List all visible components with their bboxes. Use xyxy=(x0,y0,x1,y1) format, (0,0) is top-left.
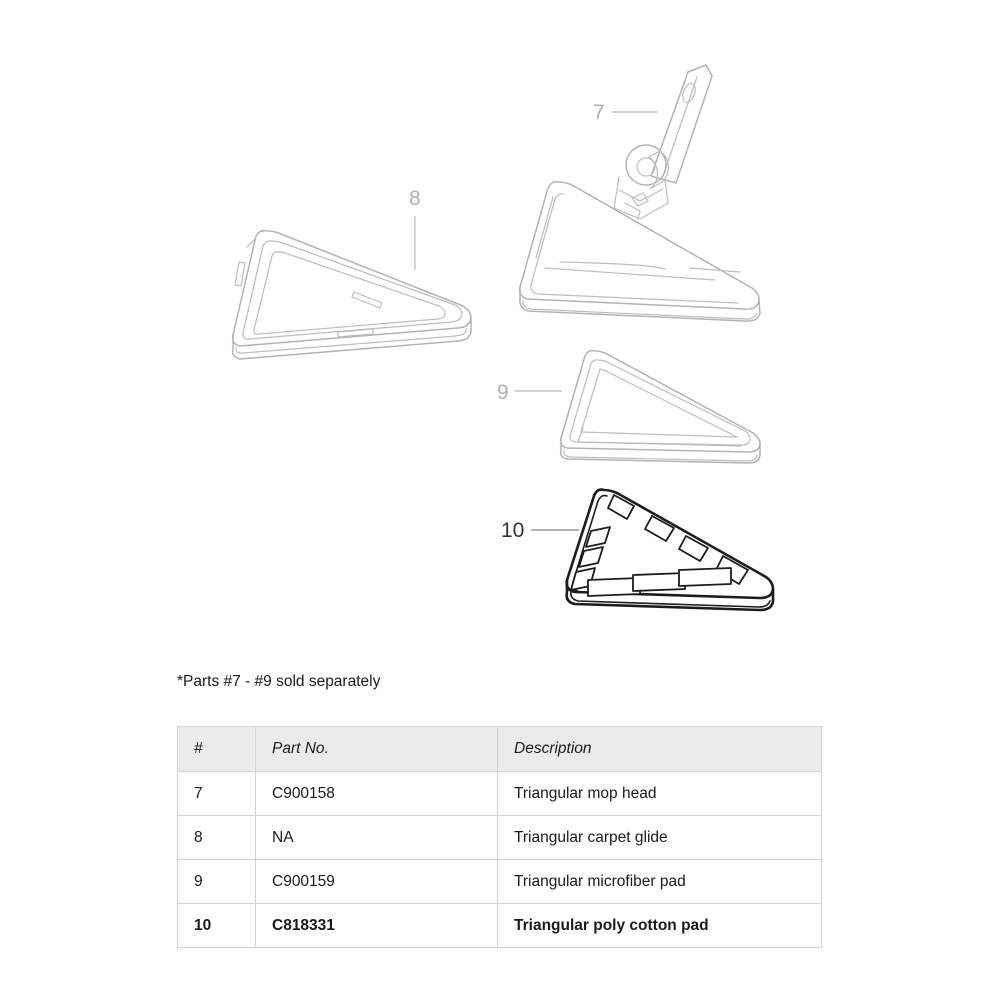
callout-8 xyxy=(409,187,421,270)
tab-bottom-2 xyxy=(633,573,685,591)
callout-7 xyxy=(593,101,658,124)
column-header-description: Description xyxy=(498,727,822,772)
cell-description: Triangular poly cotton pad xyxy=(498,904,822,948)
column-header-number: # xyxy=(178,727,256,772)
part-8-carpet-glide xyxy=(233,231,471,359)
parts-table xyxy=(177,726,822,948)
tab-top-1 xyxy=(608,495,634,519)
part-7-mop-head xyxy=(520,65,760,321)
cell-description: Triangular mop head xyxy=(498,772,822,816)
callout-10 xyxy=(501,519,579,542)
cell-part-no: C900158 xyxy=(256,772,498,816)
parts-table-body xyxy=(178,772,822,948)
cell-description: Triangular microfiber pad xyxy=(498,860,822,904)
tab-bottom-3 xyxy=(679,568,731,586)
table-row xyxy=(178,860,822,904)
parts-table-head xyxy=(178,727,822,772)
callout-7-label: 7 xyxy=(593,101,605,124)
tab-top-3 xyxy=(679,536,708,561)
cell-description: Triangular carpet glide xyxy=(498,816,822,860)
callout-9-label: 9 xyxy=(497,381,509,404)
cell-part-no: C818331 xyxy=(256,904,498,948)
cell-part-no: NA xyxy=(256,816,498,860)
part-10-poly-cotton-pad xyxy=(567,490,773,610)
cell-number: 8 xyxy=(178,816,256,860)
cell-part-no: C900159 xyxy=(256,860,498,904)
callout-10-label: 10 xyxy=(501,519,525,542)
column-header-part-no: Part No. xyxy=(256,727,498,772)
part-9-microfiber-pad xyxy=(561,351,760,463)
cell-number: 7 xyxy=(178,772,256,816)
callout-8-label: 8 xyxy=(409,187,421,210)
cell-number: 10 xyxy=(178,904,256,948)
tab-top-2 xyxy=(645,516,674,541)
table-row xyxy=(178,904,822,948)
cell-number: 9 xyxy=(178,860,256,904)
parts-table-header-row xyxy=(178,727,822,772)
callout-9 xyxy=(497,381,562,404)
table-row xyxy=(178,816,822,860)
table-row xyxy=(178,772,822,816)
parts-note: *Parts #7 - #9 sold separately xyxy=(177,673,381,690)
